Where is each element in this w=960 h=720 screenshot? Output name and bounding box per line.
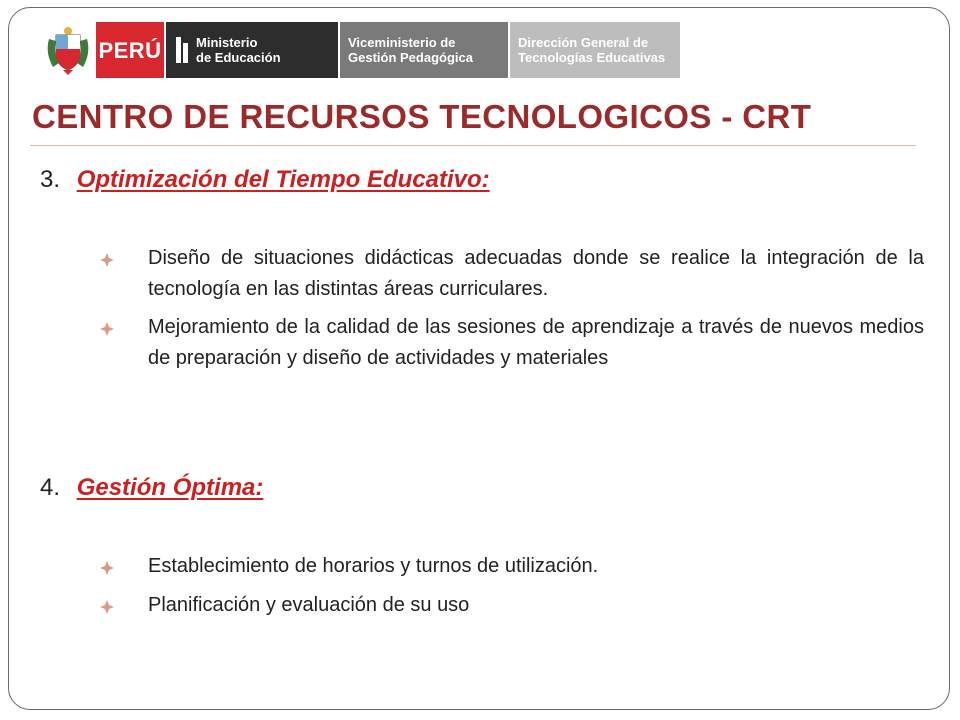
title-divider bbox=[30, 145, 916, 146]
ministry-line-2: de Educación bbox=[196, 50, 281, 65]
ministry-block bbox=[166, 22, 338, 78]
section-number: 4. bbox=[40, 474, 61, 501]
list-item bbox=[92, 590, 924, 624]
vice-ministry-line-2: Gestión Pedagógica bbox=[348, 50, 473, 65]
ministry-line-1: Ministerio bbox=[196, 35, 258, 50]
four-petal-diamond-icon bbox=[92, 590, 148, 624]
list-item-text: Diseño de situaciones didácticas adecuadas donde se realice la integración de la tecnología en las distintas áreas curriculares. bbox=[148, 247, 924, 300]
four-petal-diamond-icon bbox=[92, 312, 148, 374]
list-item-text: Establecimiento de horarios y turnos de utilización. bbox=[148, 555, 599, 577]
peru-block bbox=[96, 22, 164, 78]
header-band bbox=[40, 22, 680, 78]
direction-line-2: Tecnologías Educativas bbox=[518, 50, 666, 65]
section-number: 3. bbox=[40, 166, 61, 193]
page-title: CENTRO DE RECURSOS TECNOLOGICOS - CRT bbox=[32, 98, 812, 135]
section-title: Gestión Óptima: bbox=[76, 474, 264, 501]
list-item bbox=[92, 243, 924, 305]
four-petal-diamond-icon bbox=[92, 551, 148, 585]
coat-of-arms-icon bbox=[40, 22, 96, 78]
four-petal-diamond-icon bbox=[92, 243, 148, 305]
direction-block bbox=[510, 22, 680, 78]
list-item bbox=[92, 551, 924, 585]
vice-ministry-line-1: Viceministerio de bbox=[348, 35, 456, 50]
section-3-heading bbox=[40, 166, 490, 194]
section-4-heading bbox=[40, 474, 263, 502]
ministry-emblem-icon bbox=[174, 35, 190, 65]
country-label: PERÚ bbox=[98, 37, 162, 63]
list-item-text: Planificación y evaluación de su uso bbox=[148, 594, 470, 616]
section-title: Optimización del Tiempo Educativo: bbox=[76, 166, 490, 193]
vice-ministry-block bbox=[340, 22, 508, 78]
direction-line-1: Dirección General de bbox=[518, 35, 649, 50]
list-item-text: Mejoramiento de la calidad de las sesiones de aprendizaje a través de nuevos medios de preparación y diseño de actividades y materiales bbox=[148, 316, 924, 369]
list-item bbox=[92, 312, 924, 374]
